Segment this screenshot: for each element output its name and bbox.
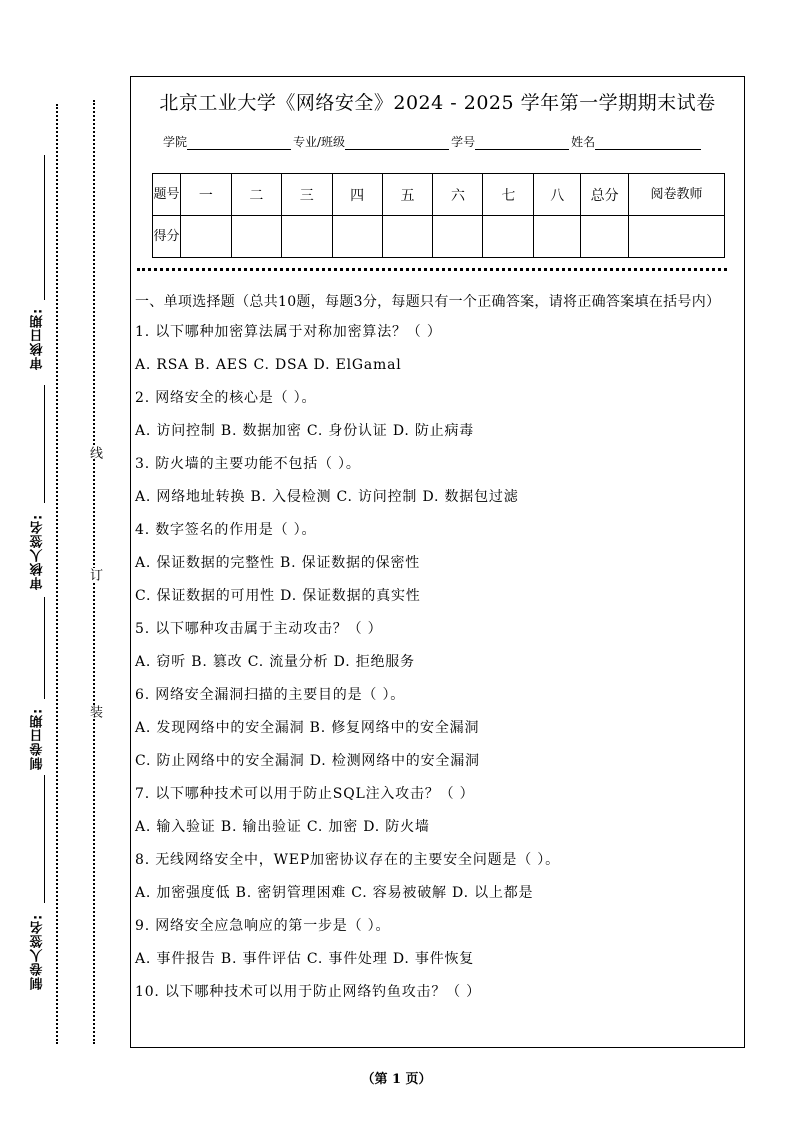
major-class-field[interactable]: [345, 135, 449, 150]
exam-title: 北京工业大学《网络安全》2024 - 2025 学年第一学期期末试卷: [159, 92, 716, 114]
score-cell[interactable]: [180, 216, 231, 258]
section-single-choice: [135, 291, 739, 1015]
question-line: 9. 网络安全应急响应的第一步是（ ）。: [135, 918, 391, 934]
column-header: 七: [483, 174, 534, 216]
grader-cell[interactable]: [629, 216, 725, 258]
page-number: （第 1 页）: [361, 1072, 432, 1087]
section-heading: 一、单项选择题（总共10题，每题3分，每题只有一个正确答案，请将正确答案填在括号内）: [135, 294, 721, 310]
question-line: 8. 无线网络安全中，WEP加密协议存在的主要安全问题是（ ）。: [135, 852, 560, 868]
reviewer-signature-label: 审核人签名:: [30, 513, 46, 590]
options-line: A. 网络地址转换 B. 入侵检测 C. 访问控制 D. 数据包过滤: [135, 489, 519, 505]
score-cell[interactable]: [231, 216, 281, 258]
total-score-header: 总分: [581, 174, 629, 216]
maker-date-label: 制卷日期:: [30, 707, 46, 770]
score-table: [152, 173, 725, 258]
question-line: 10. 以下哪种技术可以用于防止网络钓鱼攻击？（ ）: [135, 984, 481, 1000]
reviewer-signature-line: [44, 385, 45, 503]
column-header: 八: [534, 174, 581, 216]
cut-mark-fix: 装: [84, 705, 104, 718]
reviewer-date-label: 审核日期:: [30, 307, 46, 370]
column-header: 一: [180, 174, 231, 216]
options-line: A. 保证数据的完整性 B. 保证数据的保密性: [135, 555, 421, 571]
exam-frame: [130, 76, 745, 1048]
major-class-label: 专业/班级: [293, 135, 346, 149]
reviewer-date-line: [44, 155, 45, 300]
options-line: A. 发现网络中的安全漏洞 B. 修复网络中的安全漏洞: [135, 720, 480, 736]
college-field[interactable]: [187, 135, 291, 150]
binding-dotted-line-left: [56, 104, 58, 1044]
name-label: 姓名: [571, 135, 596, 149]
question-line: 3. 防火墙的主要功能不包括（ ）。: [135, 456, 361, 472]
student-id-label: 学号: [451, 135, 476, 149]
question-line: 1. 以下哪种加密算法属于对称加密算法？（ ）: [135, 324, 442, 340]
name-field[interactable]: [595, 135, 701, 150]
grader-header: 阅卷教师: [629, 174, 725, 216]
cut-mark-bind: 订: [84, 568, 104, 581]
score-cell[interactable]: [281, 216, 332, 258]
question-line: 7. 以下哪种技术可以用于防止SQL注入攻击？（ ）: [135, 786, 475, 802]
score-cell[interactable]: [332, 216, 382, 258]
score-cell[interactable]: [483, 216, 534, 258]
maker-signature-label: 制卷人签名:: [30, 913, 46, 990]
options-line: A. RSA B. AES C. DSA D. ElGamal: [135, 357, 402, 373]
question-line: 2. 网络安全的核心是（ ）。: [135, 390, 317, 406]
score-label: 得分: [153, 216, 181, 258]
score-cell[interactable]: [382, 216, 433, 258]
maker-signature-line: [44, 775, 45, 903]
total-score-cell[interactable]: [581, 216, 629, 258]
options-line: C. 保证数据的可用性 D. 保证数据的真实性: [135, 588, 421, 604]
options-line: A. 输入验证 B. 输出验证 C. 加密 D. 防火墙: [135, 819, 430, 835]
question-line: 4. 数字签名的作用是（ ）。: [135, 522, 317, 538]
score-cell[interactable]: [433, 216, 483, 258]
column-header: 五: [382, 174, 433, 216]
score-table-header-row: [153, 174, 725, 216]
options-line: A. 事件报告 B. 事件评估 C. 事件处理 D. 事件恢复: [135, 951, 475, 967]
options-line: A. 加密强度低 B. 密钥管理困难 C. 容易被破解 D. 以上都是: [135, 885, 534, 901]
student-info-row: [163, 133, 703, 150]
column-header: 三: [281, 174, 332, 216]
maker-date-line: [44, 597, 45, 699]
options-line: A. 窃听 B. 篡改 C. 流量分析 D. 拒绝服务: [135, 654, 415, 670]
student-id-field[interactable]: [475, 135, 569, 150]
dotted-separator: [137, 268, 727, 271]
score-cell[interactable]: [534, 216, 581, 258]
question-number-label: 题号: [153, 174, 181, 216]
score-table-score-row: [153, 216, 725, 258]
column-header: 六: [433, 174, 483, 216]
options-line: A. 访问控制 B. 数据加密 C. 身份认证 D. 防止病毒: [135, 423, 475, 439]
college-label: 学院: [163, 135, 188, 149]
column-header: 四: [332, 174, 382, 216]
column-header: 二: [231, 174, 281, 216]
options-line: C. 防止网络中的安全漏洞 D. 检测网络中的安全漏洞: [135, 753, 480, 769]
question-line: 6. 网络安全漏洞扫描的主要目的是（ ）。: [135, 687, 406, 703]
cut-mark-line: 线: [84, 446, 104, 459]
question-line: 5. 以下哪种攻击属于主动攻击？（ ）: [135, 621, 383, 637]
